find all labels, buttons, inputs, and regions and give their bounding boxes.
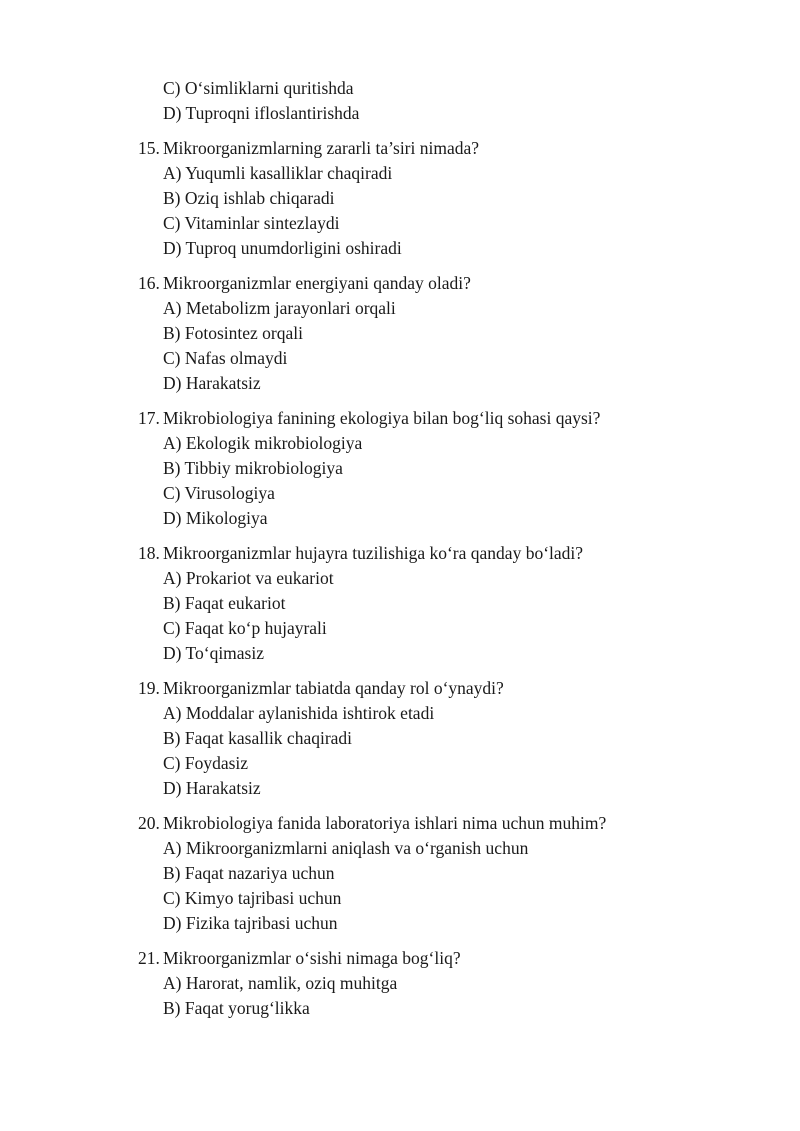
option-c: C) Virusologiya bbox=[163, 483, 275, 503]
option-a: A) Mikroorganizmlarni aniqlash va o‘rganish uchun bbox=[163, 838, 529, 858]
option-b: B) Fotosintez orqali bbox=[163, 323, 303, 343]
question-number: 17. bbox=[138, 408, 160, 428]
option-b: B) Faqat yorug‘likka bbox=[163, 998, 310, 1018]
option-d-prev: D) Tuproqni ifloslantirishda bbox=[163, 103, 360, 123]
option-d: D) Harakatsiz bbox=[163, 373, 261, 393]
question-text: Mikroorganizmlar energiyani qanday oladi? bbox=[163, 273, 471, 293]
option-a: A) Yuqumli kasalliklar chaqiradi bbox=[163, 163, 393, 183]
question-number: 15. bbox=[138, 138, 160, 158]
question-text: Mikrobiologiya fanining ekologiya bilan bog‘liq sohasi qaysi? bbox=[163, 408, 601, 428]
option-d: D) Tuproq unumdorligini oshiradi bbox=[163, 238, 402, 258]
option-c: C) Kimyo tajribasi uchun bbox=[163, 888, 342, 908]
question-18 bbox=[138, 542, 583, 564]
option-b: B) Faqat eukariot bbox=[163, 593, 286, 613]
question-19 bbox=[138, 677, 504, 699]
option-c: C) Foydasiz bbox=[163, 753, 249, 773]
option-a: A) Metabolizm jarayonlari orqali bbox=[163, 298, 396, 318]
question-number: 16. bbox=[138, 273, 160, 293]
question-text: Mikrobiologiya fanida laboratoriya ishlari nima uchun muhim? bbox=[163, 813, 607, 833]
option-a: A) Ekologik mikrobiologiya bbox=[163, 433, 363, 453]
option-c: C) Faqat ko‘p hujayrali bbox=[163, 618, 327, 638]
question-number: 20. bbox=[138, 813, 160, 833]
question-16 bbox=[138, 272, 471, 294]
option-d: D) Fizika tajribasi uchun bbox=[163, 913, 338, 933]
option-c: C) Vitaminlar sintezlaydi bbox=[163, 213, 340, 233]
option-b: B) Oziq ishlab chiqaradi bbox=[163, 188, 335, 208]
option-c-prev: C) O‘simliklarni quritishda bbox=[163, 78, 354, 98]
question-text: Mikroorganizmlar tabiatda qanday rol o‘ynaydi? bbox=[163, 678, 504, 698]
option-b: B) Faqat nazariya uchun bbox=[163, 863, 335, 883]
question-text: Mikroorganizmlar hujayra tuzilishiga ko‘ra qanday bo‘ladi? bbox=[163, 543, 584, 563]
question-number: 21. bbox=[138, 948, 160, 968]
option-b: B) Tibbiy mikrobiologiya bbox=[163, 458, 343, 478]
question-21 bbox=[138, 947, 461, 969]
option-a: A) Harorat, namlik, oziq muhitga bbox=[163, 973, 398, 993]
option-b: B) Faqat kasallik chaqiradi bbox=[163, 728, 353, 748]
option-a: A) Prokariot va eukariot bbox=[163, 568, 334, 588]
question-20 bbox=[138, 812, 606, 834]
option-d: D) To‘qimasiz bbox=[163, 643, 265, 663]
question-text: Mikroorganizmlarning zararli ta’siri nimada? bbox=[163, 138, 480, 158]
option-d: D) Mikologiya bbox=[163, 508, 268, 528]
option-a: A) Moddalar aylanishida ishtirok etadi bbox=[163, 703, 435, 723]
option-c: C) Nafas olmaydi bbox=[163, 348, 288, 368]
option-d: D) Harakatsiz bbox=[163, 778, 261, 798]
question-number: 18. bbox=[138, 543, 160, 563]
question-17 bbox=[138, 407, 600, 429]
question-number: 19. bbox=[138, 678, 160, 698]
question-15 bbox=[138, 137, 479, 159]
question-text: Mikroorganizmlar o‘sishi nimaga bog‘liq? bbox=[163, 948, 461, 968]
